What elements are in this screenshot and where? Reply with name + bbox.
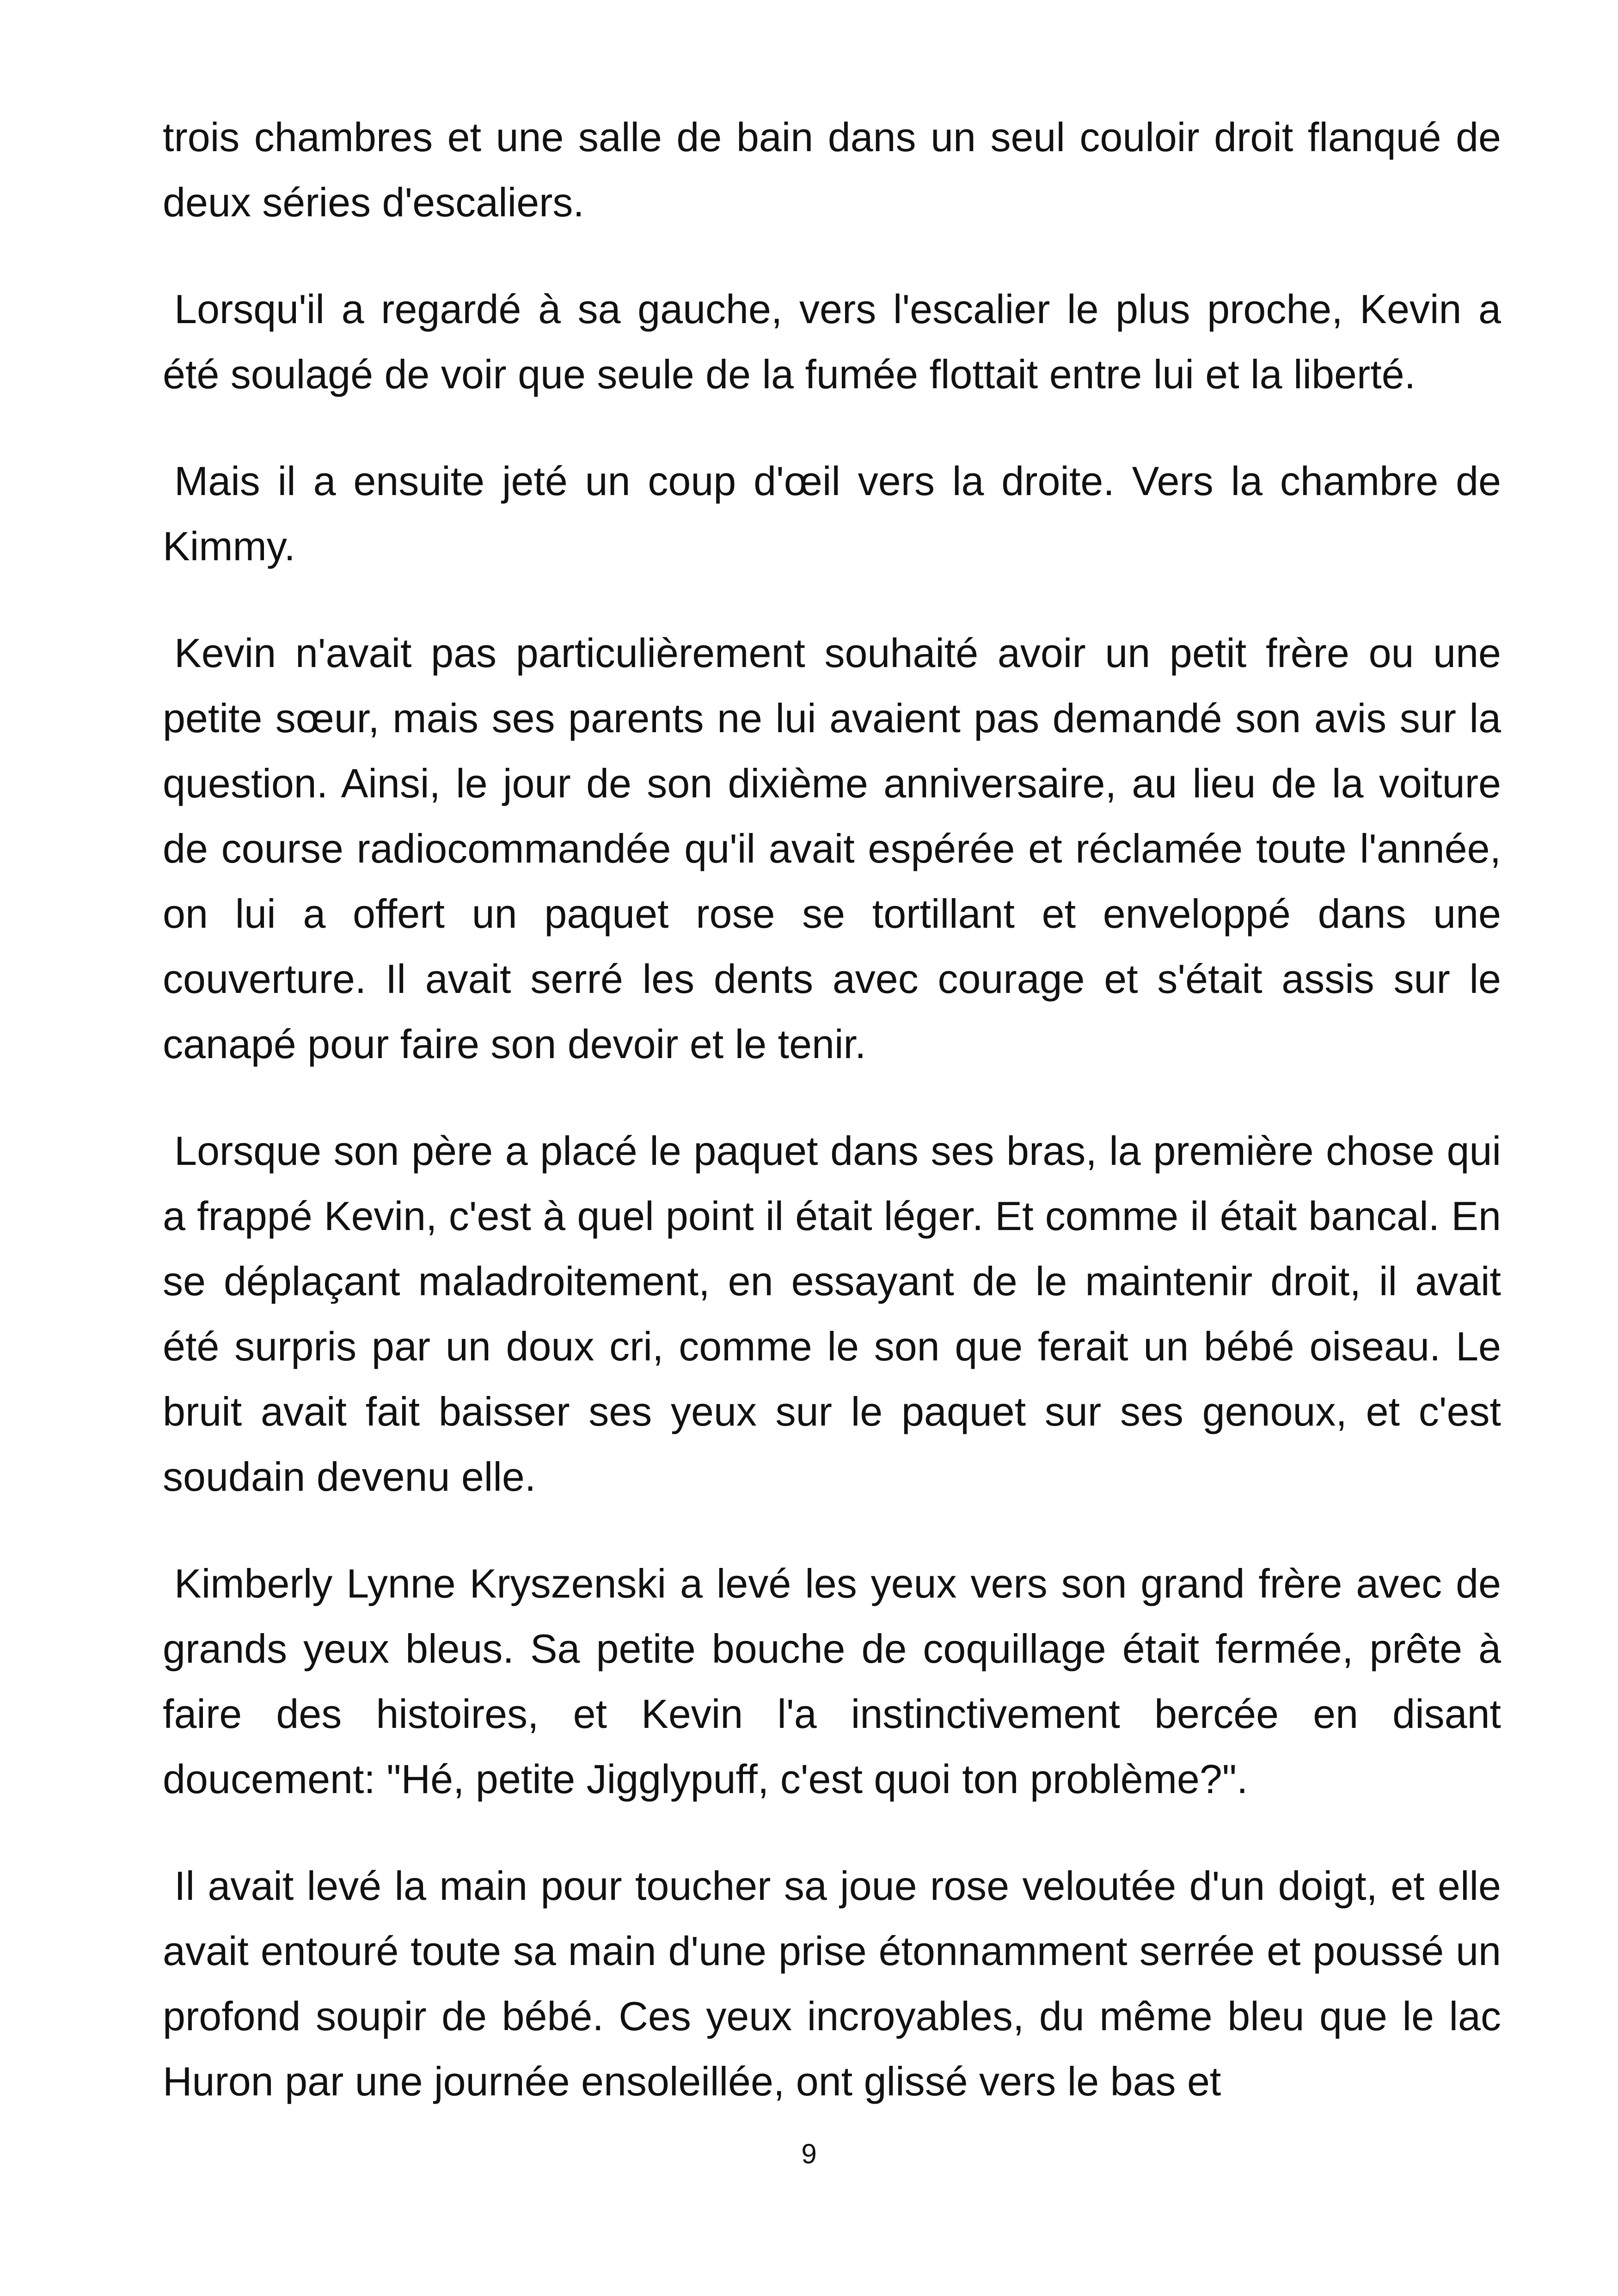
paragraph-6: Kimberly Lynne Kryszenski a levé les yeux vers son grand frère avec de grands yeux bleus. Sa petite bouche de coquillage était fermée, prête à faire des histoires, et Kevin l'a instinctivement bercée en disant doucement: "Hé, petite Jigglypuff, c'est quoi ton problème?". — [163, 1561, 1501, 1802]
paragraph-1: trois chambres et une salle de bain dans un seul couloir droit flanqué de deux séries d'escaliers. — [163, 114, 1501, 225]
paragraph-2: Lorsqu'il a regardé à sa gauche, vers l'escalier le plus proche, Kevin a été soulagé de voir que seule de la fumée flottait entre lui et la liberté. — [163, 286, 1501, 397]
paragraph-3: Mais il a ensuite jeté un coup d'œil vers la droite. Vers la chambre de Kimmy. — [163, 458, 1501, 569]
paragraph-5: Lorsque son père a placé le paquet dans ses bras, la première chose qui a frappé Kevin, c'est à quel point il était léger. Et comme il était bancal. En se déplaçant maladroitement, en essayant de le maintenir droit, il avait été surpris par un doux cri, comme le son que ferait un bébé oiseau. Le bruit avait fait baisser ses yeux sur le paquet sur ses genoux, et c'est soudain devenu elle. — [163, 1128, 1501, 1500]
paragraph-7: Il avait levé la main pour toucher sa joue rose veloutée d'un doigt, et elle avait entouré toute sa main d'une prise étonnamment serrée et poussé un profond soupir de bébé. Ces yeux incroyables, du même bleu que le lac Huron par une journée ensoleillée, ont glissé vers le bas et — [163, 1863, 1501, 2104]
page-number: 9 — [801, 2138, 817, 2169]
body-text — [163, 104, 1501, 2155]
paragraph-4: Kevin n'avait pas particulièrement souhaité avoir un petit frère ou une petite sœur, mais ses parents ne lui avaient pas demandé son avis sur la question. Ainsi, le jour de son dixième anniversaire, au lieu de la voiture de course radiocommandée qu'il avait espérée et réclamée toute l'année, on lui a offert un paquet rose se tortillant et enveloppé dans une couverture. Il avait serré les dents avec courage et s'était assis sur le canapé pour faire son devoir et le tenir. — [163, 630, 1501, 1067]
